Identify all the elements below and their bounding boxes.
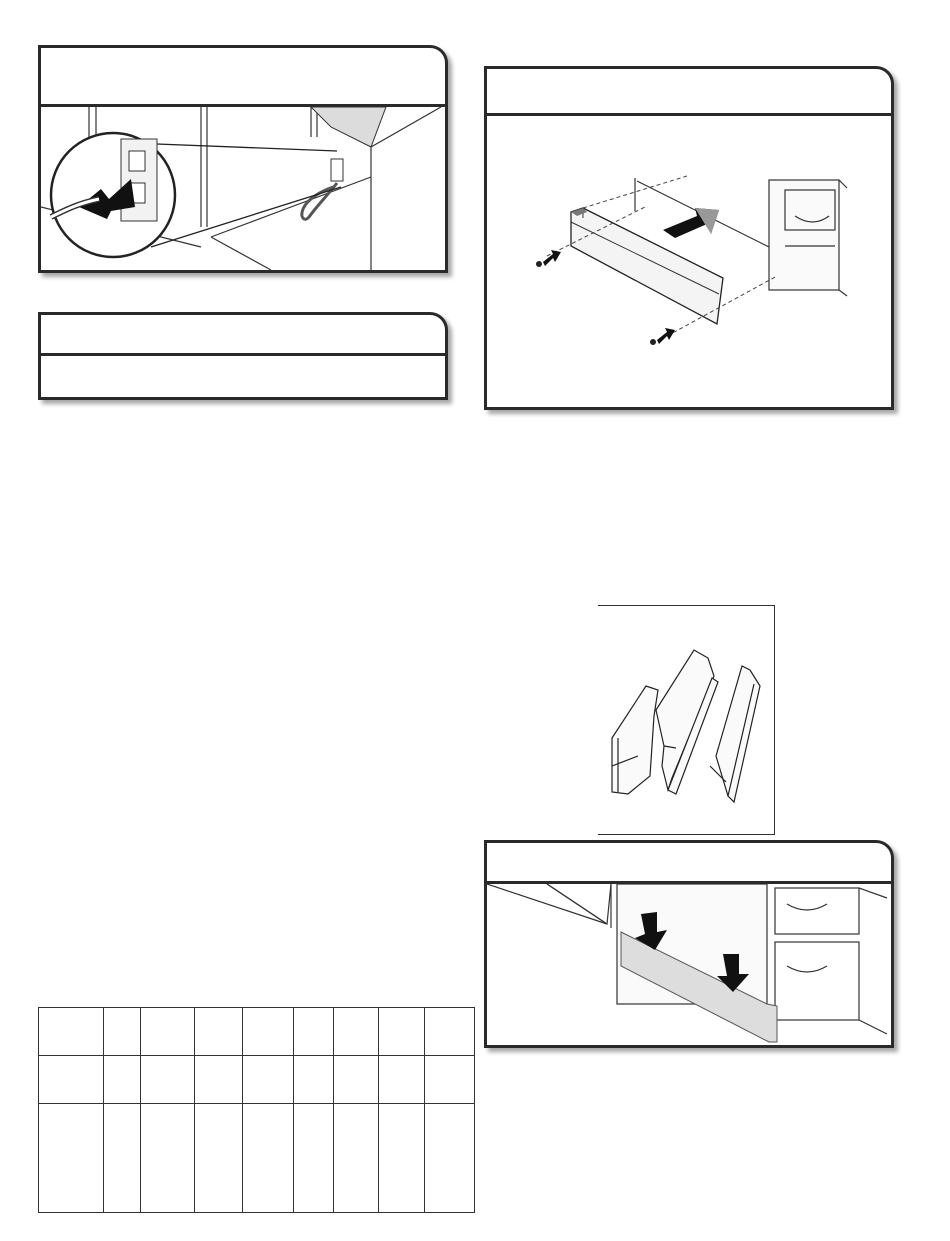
power-plug-panel: [38, 45, 448, 273]
table-cell: [294, 1008, 334, 1056]
toe-kick-screw-panel-header: [487, 69, 891, 116]
blank-step-panel-header: [41, 315, 445, 356]
blank-step-panel: [38, 312, 448, 400]
table-cell: [39, 1104, 104, 1213]
table-cell: [195, 1056, 243, 1104]
table-cell: [294, 1104, 334, 1213]
power-plug-illustration: [41, 107, 445, 270]
table-cell: [104, 1104, 141, 1213]
table-cell: [379, 1056, 425, 1104]
table-cell: [243, 1056, 294, 1104]
toe-kick-parts-illustration: [598, 606, 774, 834]
table-cell: [379, 1104, 425, 1213]
table-row: [39, 1008, 475, 1056]
table-cell: [141, 1104, 195, 1213]
table-cell: [334, 1104, 379, 1213]
table-row: [39, 1056, 475, 1104]
table-cell: [379, 1008, 425, 1056]
table-cell: [104, 1008, 141, 1056]
toe-kick-install-illustration: [487, 884, 891, 1045]
table-cell: [195, 1008, 243, 1056]
table-cell: [141, 1056, 195, 1104]
table-cell: [425, 1008, 475, 1056]
toe-kick-install-panel-header: [487, 843, 891, 884]
table-cell: [141, 1008, 195, 1056]
table-cell: [39, 1056, 104, 1104]
table-cell: [104, 1056, 141, 1104]
table-cell: [425, 1104, 475, 1213]
table-cell: [195, 1104, 243, 1213]
table-row: [39, 1104, 475, 1213]
toe-kick-parts-figure: [598, 605, 775, 835]
toe-kick-screw-panel: [484, 66, 894, 410]
table-cell: [425, 1056, 475, 1104]
table-cell: [334, 1056, 379, 1104]
table-cell: [39, 1008, 104, 1056]
power-plug-panel-header: [41, 48, 445, 107]
table-cell: [243, 1104, 294, 1213]
table-cell: [294, 1056, 334, 1104]
toe-kick-install-panel: [484, 840, 894, 1048]
toe-kick-screw-illustration: [487, 116, 891, 407]
specification-table: [38, 1007, 475, 1213]
table-cell: [334, 1008, 379, 1056]
table-cell: [243, 1008, 294, 1056]
